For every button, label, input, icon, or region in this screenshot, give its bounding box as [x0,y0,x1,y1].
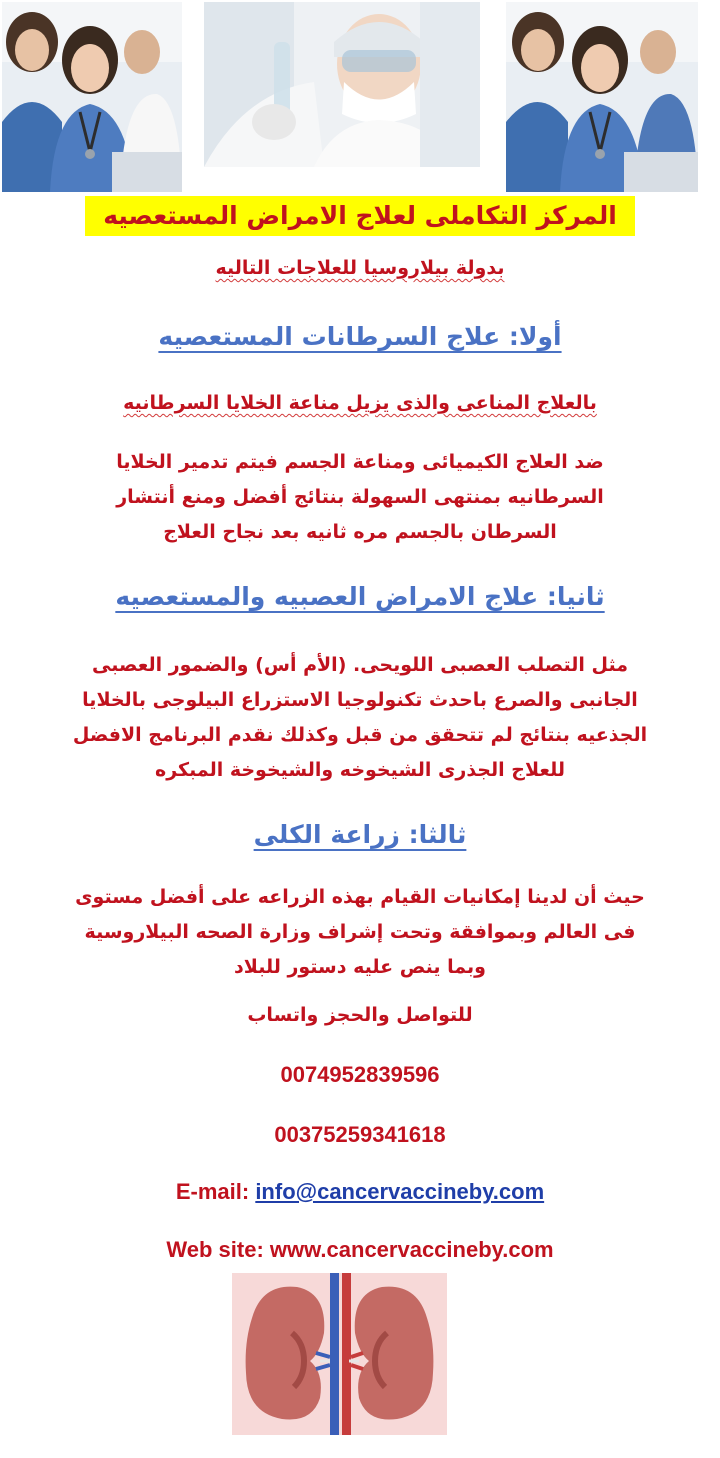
paragraph-line: فى العالم وبموافقة وتحت إشراف وزارة الصحه البيلاروسية [84,921,636,943]
page-title: المركز التكاملى لعلاج الامراض المستعصيه [85,196,635,236]
section-neuro-paragraph [60,648,660,788]
subtitle-text: بدولة بيلاروسيا للعلاجات التاليه [215,257,505,279]
paragraph-line: الجانبى والصرع باحدث تكنولوجيا الاستزراع البيلوجى بالخلايا [82,689,638,711]
phone-number-2: 00375259341618 [274,1122,446,1147]
paragraph-line: السرطانيه بمنتهى السهولة بنتائج أفضل ومنع أنتشار [116,486,604,508]
paragraph-line: ضد العلاج الكيميائى ومناعة الجسم فيتم تدمير الخلايا [116,451,604,473]
section-heading-cancer: أولا: علاج السرطانات المستعصيه [158,322,562,351]
paragraph-line: وبما ينص عليه دستور للبلاد [234,956,486,978]
section-kidney-paragraph [60,880,660,985]
section-cancer-paragraph-2 [60,445,660,550]
kidney-illustration [232,1273,447,1435]
medical-staff-photo-left [2,2,182,192]
paragraph-line: بالعلاج المناعى والذى يزيل مناعة الخلايا السرطانيه [123,392,597,414]
medical-staff-photo-right [506,2,698,192]
paragraph-line: مثل التصلب العصبى اللويحى. (الأم أس) والضمور العصبى [92,654,628,676]
section-cancer-paragraph-1 [60,386,660,421]
paragraph-line: السرطان بالجسم مره ثانيه بعد نجاح العلاج [163,521,557,543]
website-row [0,1233,720,1267]
paragraph-line: للعلاج الجذرى الشيخوخه والشيخوخة المبكره [154,759,565,781]
paragraph-line: حيث أن لدينا إمكانيات القيام بهذه الزراعه على أفضل مستوى [75,886,645,908]
website-label: Web site: [166,1237,270,1262]
header-photos [0,0,720,195]
email-label: E-mail: [175,1179,256,1204]
lab-scientist-photo [204,2,480,167]
email-row [0,1175,720,1209]
flyer-content [0,196,720,1267]
subtitle [0,254,720,282]
paragraph-line: الجذعيه بنتائج لم تتحقق من قبل وكذلك نقدم البرنامج الافضل [72,724,648,746]
section-heading-neuro: ثانيا: علاج الامراض العصبيه والمستعصيه [115,582,605,611]
section-heading-kidney: ثالثا: زراعة الكلى [253,820,467,849]
contact-label: للتواصل والحجز واتساب [247,1004,473,1026]
website-text: www.cancervaccineby.com [269,1237,554,1262]
email-link[interactable]: info@cancervaccineby.com [255,1179,545,1204]
phone-number-1: 0074952839596 [280,1062,440,1087]
